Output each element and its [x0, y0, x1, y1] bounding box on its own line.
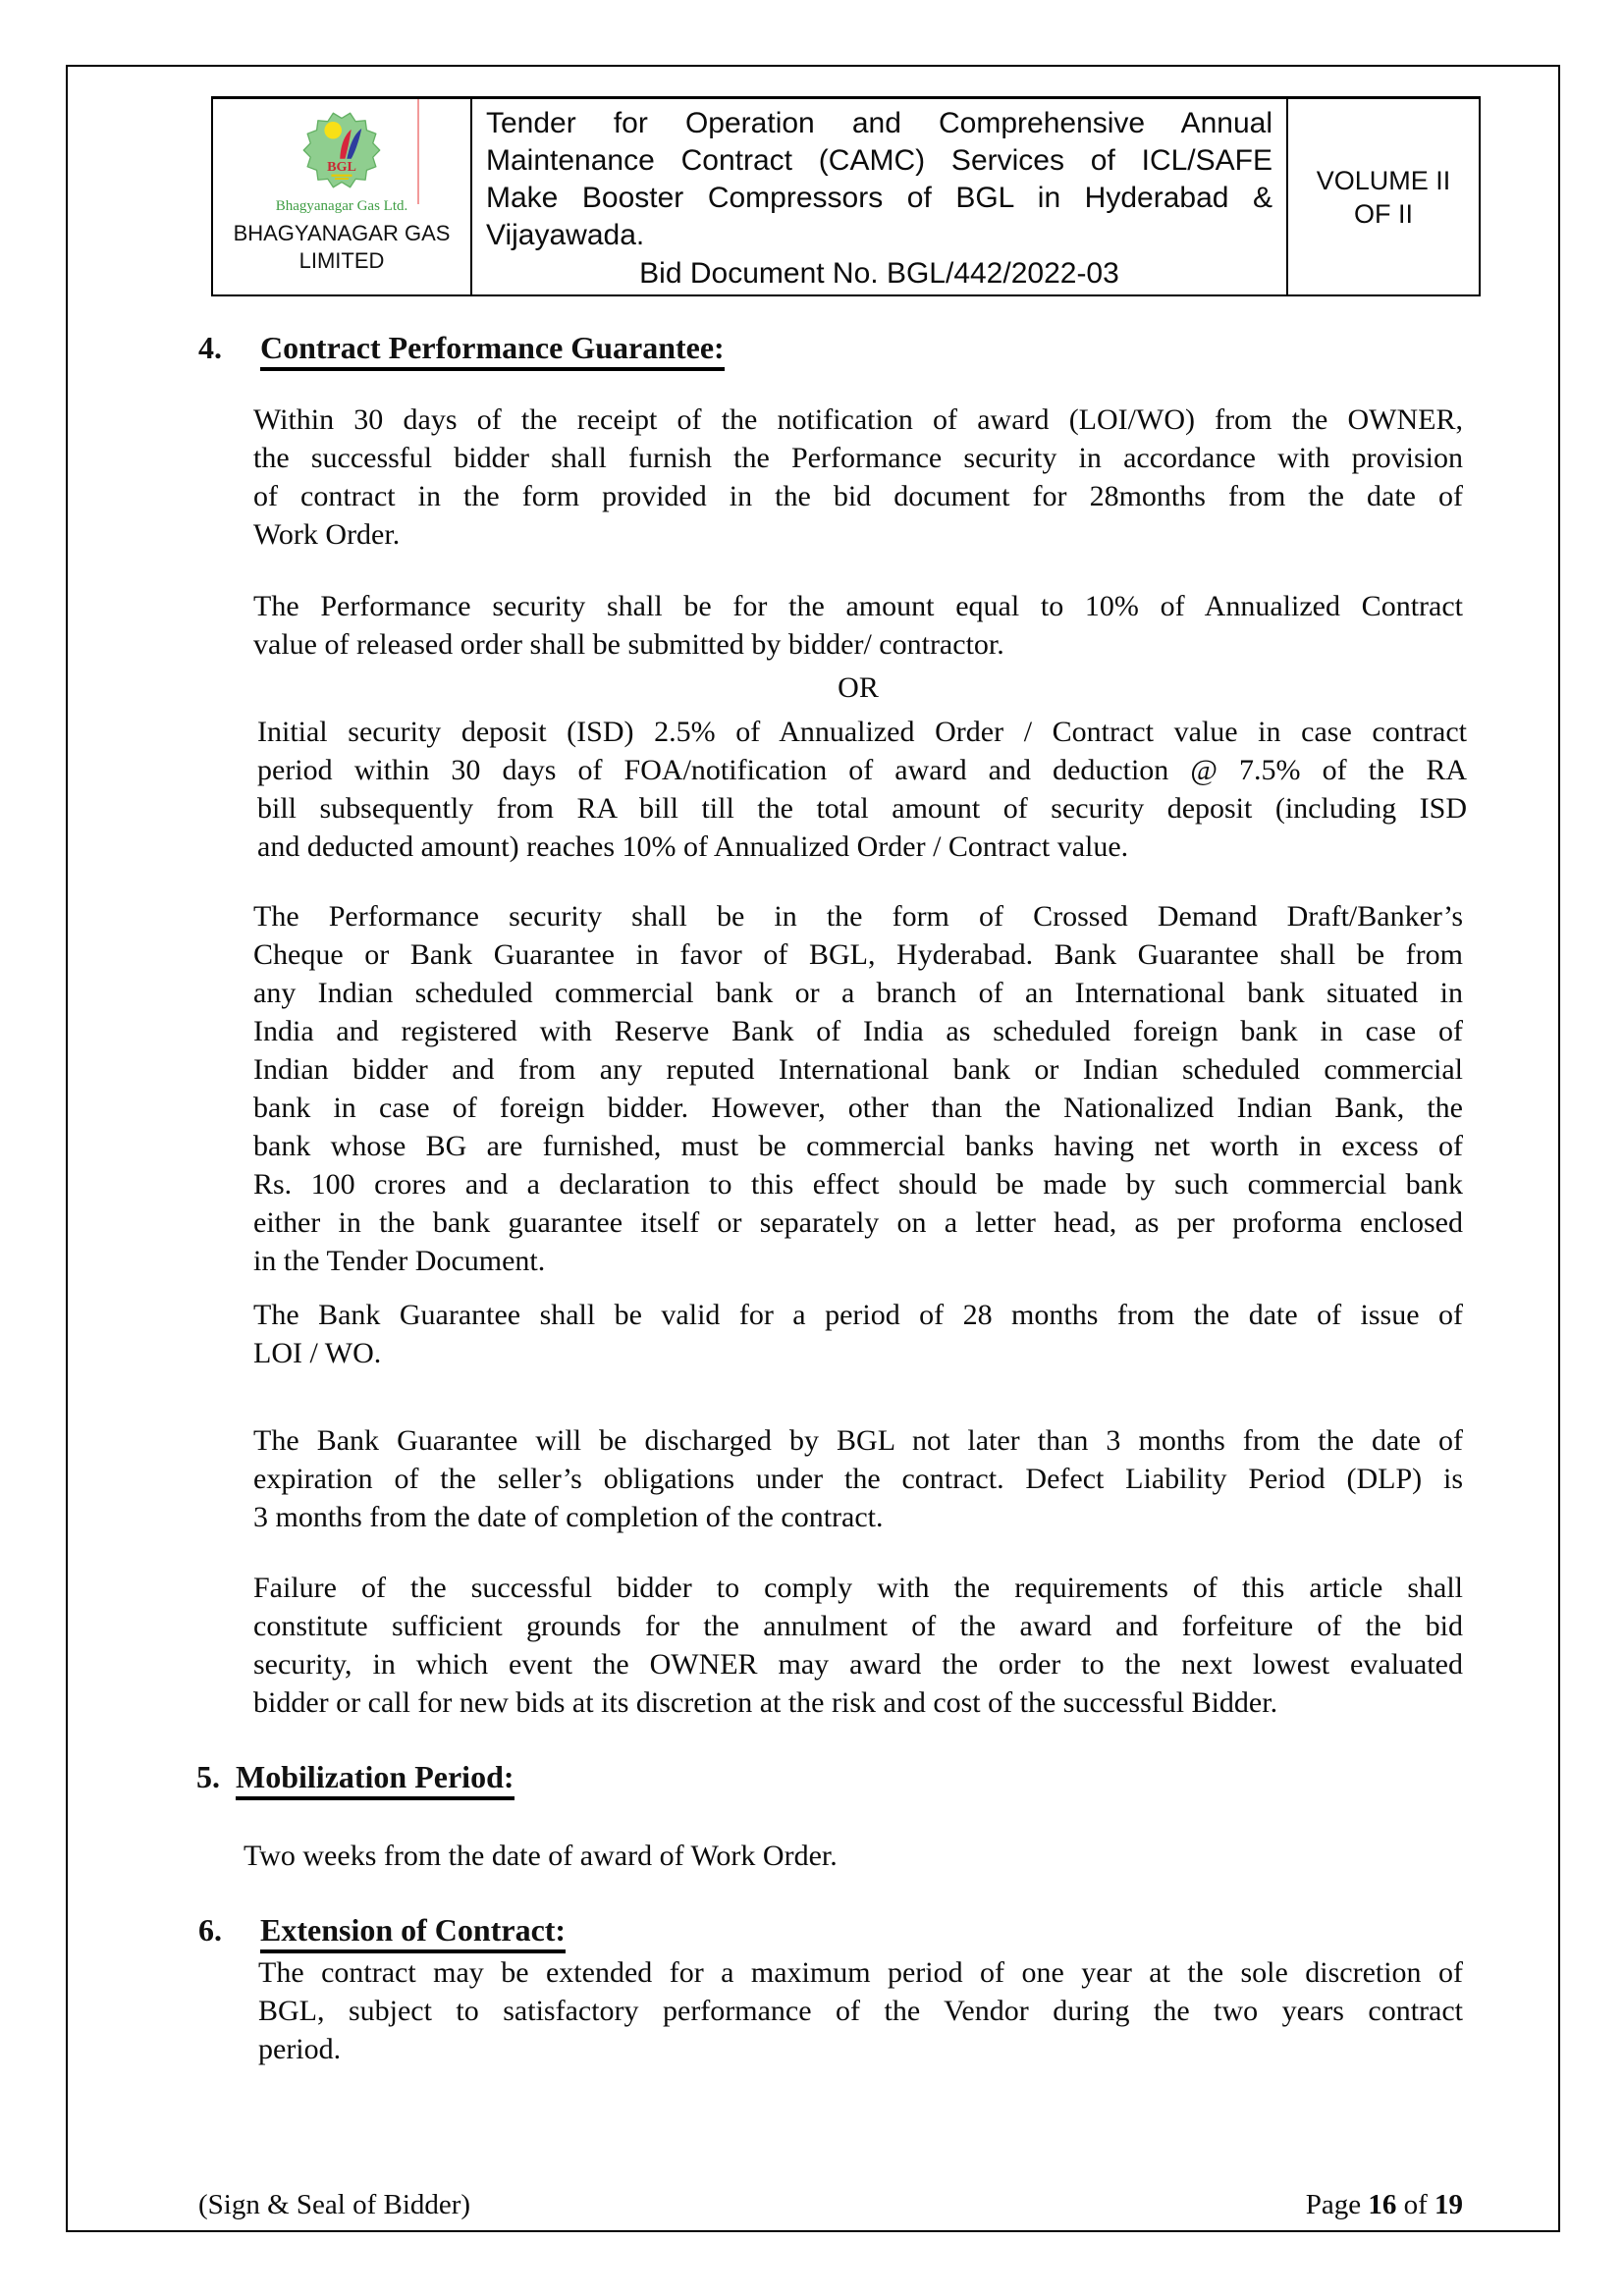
- text-line: period within 30 days of FOA/notification of award and deduction @ 7.5% of the RA: [257, 754, 1467, 786]
- text-line: constitute sufficient grounds for the annulment of the award and forfeiture of the bid: [253, 1610, 1463, 1642]
- text-line: Make Booster Compressors of BGL in Hyderabad &: [486, 182, 1272, 214]
- text-line: LOI / WO.: [253, 1337, 382, 1369]
- text-line: the successful bidder shall furnish the Performance security in accordance with provision: [253, 442, 1463, 474]
- paragraph-extension-1: [258, 1953, 1463, 2068]
- sign-seal-label: (Sign & Seal of Bidder): [198, 2189, 471, 2220]
- section-5-number: 5.: [196, 1759, 220, 1794]
- of-word: of: [1403, 2189, 1428, 2220]
- text-line: Tender for Operation and Comprehensive Annual: [486, 107, 1272, 139]
- svg-text:BGL: BGL: [327, 159, 356, 176]
- header-title-cell: [472, 99, 1288, 294]
- text-line: security, in which event the OWNER may award the order to the next lowest evaluated: [253, 1648, 1463, 1681]
- section-5-heading: [196, 1759, 514, 1795]
- text-line: bank in case of foreign bidder. However, other than the Nationalized Indian Bank, the: [253, 1092, 1463, 1124]
- red-rule-divider: [417, 99, 419, 204]
- page-indicator: [1306, 2189, 1463, 2221]
- page-footer: [198, 2189, 1463, 2221]
- text-line: Vijayawada.: [486, 219, 645, 251]
- paragraph-cpg-1: [253, 400, 1463, 554]
- company-name-line1: BHAGYANAGAR GAS: [233, 221, 451, 245]
- text-line: Work Order.: [253, 518, 401, 551]
- text-line: Cheque or Bank Guarantee in favor of BGL, Hyderabad. Bank Guarantee shall be from: [253, 938, 1463, 971]
- volume-line2: OF II: [1354, 198, 1413, 229]
- company-name-line2: LIMITED: [298, 248, 385, 273]
- text-line: BGL, subject to satisfactory performance of the Vendor during the two years contract: [258, 1995, 1463, 2027]
- text-line: either in the bank guarantee itself or separately on a letter head, as per proforma enclosed: [253, 1206, 1463, 1239]
- text-line: India and registered with Reserve Bank of India as scheduled foreign bank in case of: [253, 1015, 1463, 1047]
- text-line: period.: [258, 2033, 342, 2065]
- mobilization-period-text: Two weeks from the date of award of Work Order.: [244, 1840, 838, 1872]
- text-line: Failure of the successful bidder to comply with the requirements of this article shall: [253, 1572, 1463, 1604]
- paragraph-cpg-2: [253, 587, 1463, 664]
- text-line: The contract may be extended for a maximum period of one year at the sole discretion of: [258, 1956, 1463, 1989]
- header-logo-cell: [213, 99, 472, 294]
- paragraph-cpg-3: [257, 713, 1467, 866]
- text-line: Rs. 100 crores and a declaration to this effect should be made by such commercial bank: [253, 1168, 1463, 1201]
- text-line: The Performance security shall be in the form of Crossed Demand Draft/Banker’s: [253, 900, 1463, 933]
- text-line: expiration of the seller’s obligations under the contract. Defect Liability Period (DLP) is: [253, 1463, 1463, 1495]
- paragraph-cpg-6: [253, 1421, 1463, 1536]
- paragraph-cpg-5: [253, 1296, 1463, 1372]
- logo-caption: Bhagyanagar Gas Ltd.: [275, 198, 408, 214]
- section-6-heading: [198, 1912, 566, 1949]
- text-line: in the Tender Document.: [253, 1245, 546, 1277]
- paragraph-cpg-7: [253, 1569, 1463, 1722]
- text-line: Maintenance Contract (CAMC) Services of ICL/SAFE: [486, 144, 1272, 177]
- text-line: of contract in the form provided in the bid document for 28months from the date of: [253, 480, 1463, 512]
- bgl-logo-icon: [298, 107, 385, 193]
- text-line: Initial security deposit (ISD) 2.5% of Annualized Order / Contract value in case contract: [257, 716, 1467, 748]
- section-4-number: 4.: [198, 330, 222, 365]
- text-line: The Bank Guarantee shall be valid for a period of 28 months from the date of issue of: [253, 1299, 1463, 1331]
- volume-line1: VOLUME II: [1316, 165, 1451, 195]
- section-4-heading: [198, 330, 725, 366]
- header-volume-cell: [1288, 99, 1479, 294]
- text-line: 3 months from the date of completion of the contract.: [253, 1501, 884, 1533]
- company-name: [213, 220, 470, 275]
- paragraph-cpg-4: [253, 897, 1463, 1280]
- page-number: 16: [1368, 2189, 1397, 2220]
- or-separator: OR: [838, 671, 879, 704]
- section-6-number: 6.: [198, 1912, 222, 1948]
- text-line: value of released order shall be submitted by bidder/ contractor.: [253, 628, 1004, 661]
- section-5-title: Mobilization Period:: [236, 1759, 514, 1800]
- section-6-title: Extension of Contract:: [260, 1912, 566, 1953]
- text-line: and deducted amount) reaches 10% of Annualized Order / Contract value.: [257, 830, 1129, 863]
- page-word: Page: [1305, 2189, 1362, 2220]
- text-line: The Bank Guarantee will be discharged by BGL not later than 3 months from the date of: [253, 1424, 1463, 1457]
- text-line: bank whose BG are furnished, must be commercial banks having net worth in excess of: [253, 1130, 1463, 1162]
- section-4-title: Contract Performance Guarantee:: [260, 330, 725, 371]
- header-table: [211, 96, 1481, 296]
- bid-document-number: Bid Document No. BGL/442/2022-03: [639, 257, 1119, 290]
- text-line: Indian bidder and from any reputed International bank or Indian scheduled commercial: [253, 1053, 1463, 1086]
- text-line: The Performance security shall be for the amount equal to 10% of Annualized Contract: [253, 590, 1463, 622]
- text-line: bidder or call for new bids at its discretion at the risk and cost of the successful Bidder.: [253, 1686, 1278, 1719]
- total-pages: 19: [1435, 2189, 1463, 2220]
- text-line: any Indian scheduled commercial bank or a branch of an International bank situated in: [253, 977, 1463, 1009]
- text-line: bill subsequently from RA bill till the total amount of security deposit (including ISD: [257, 792, 1467, 825]
- tender-title: [486, 105, 1272, 254]
- text-line: Within 30 days of the receipt of the notification of award (LOI/WO) from the OWNER,: [253, 403, 1463, 436]
